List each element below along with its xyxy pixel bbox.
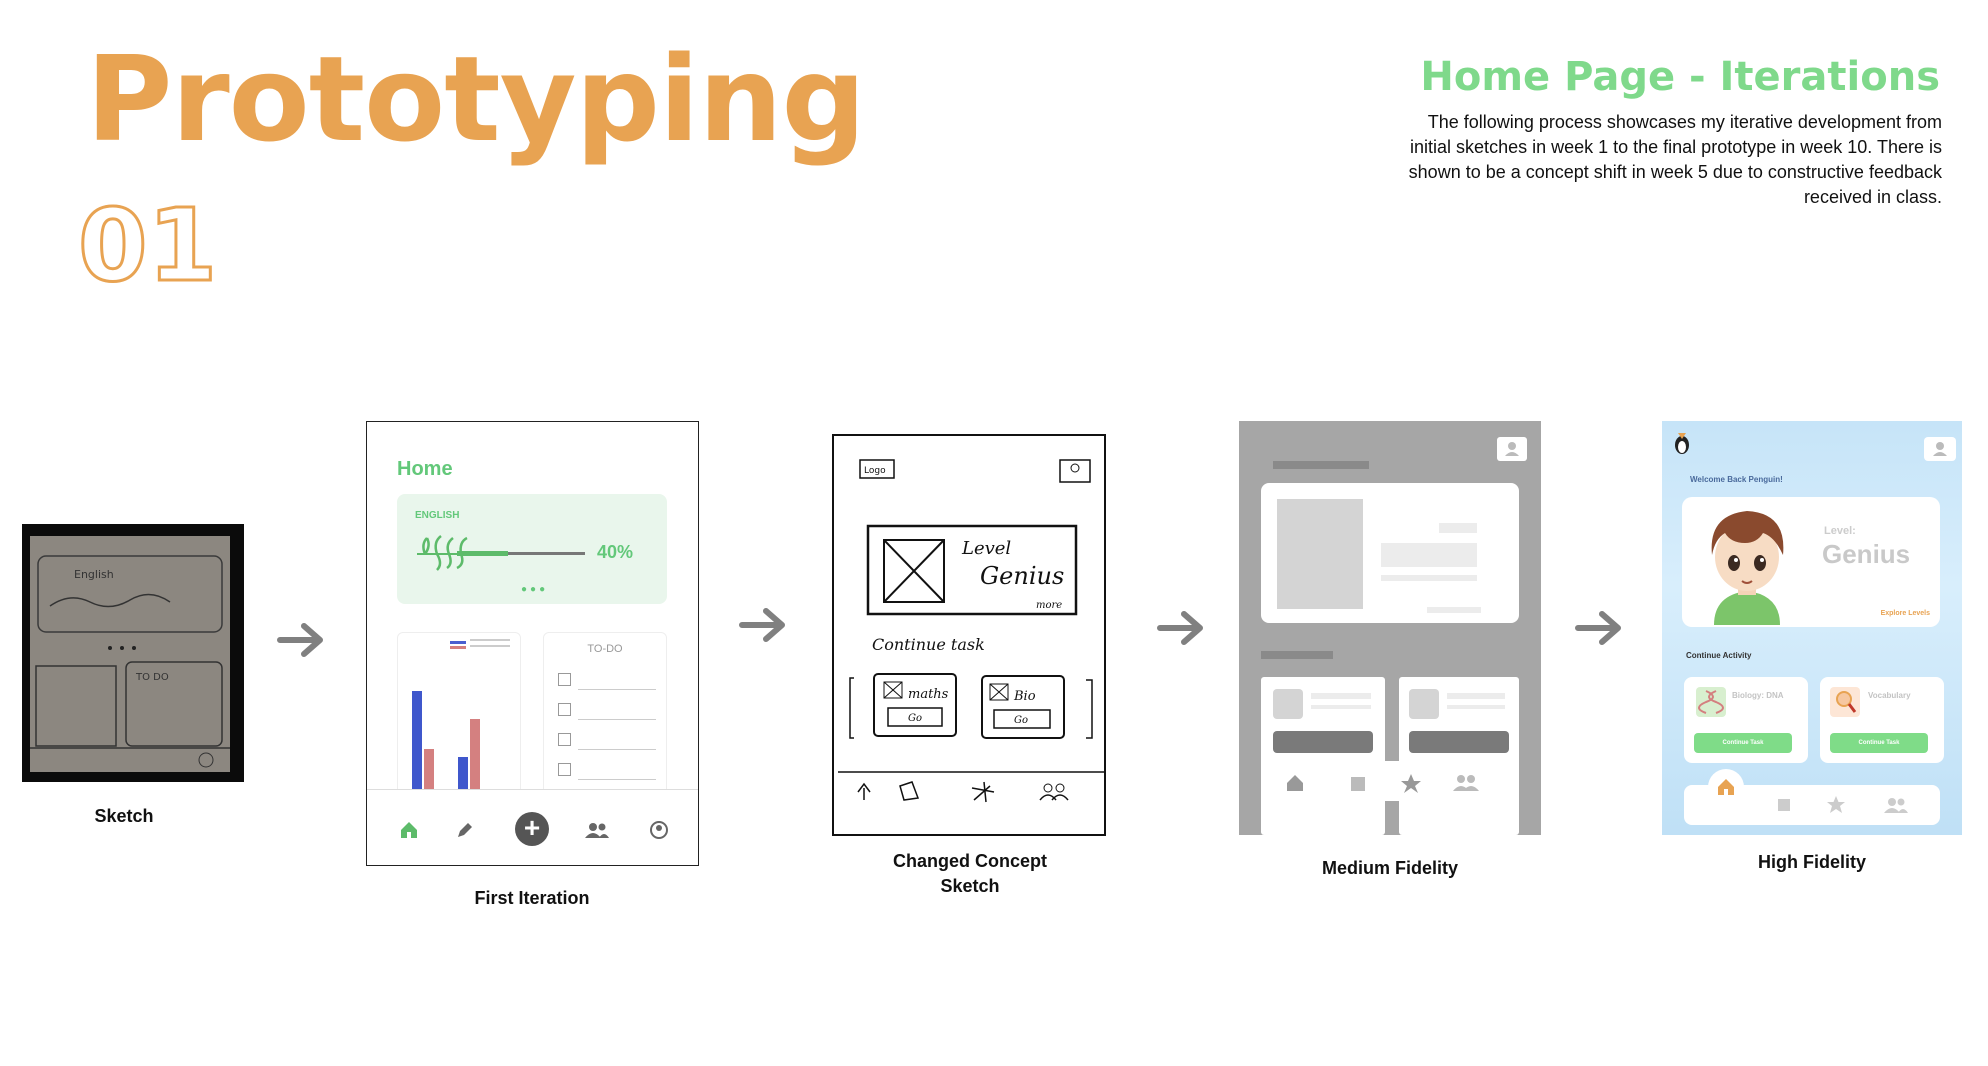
welcome-text: Welcome Back Penguin! [1690, 475, 1783, 484]
continue-task-button[interactable]: Continue Task [1830, 733, 1928, 753]
activity-card [1684, 677, 1808, 763]
avatar-character [1692, 505, 1802, 625]
concept-sketch-mockup [832, 434, 1106, 836]
book-icon[interactable] [1776, 797, 1792, 813]
todo-checkbox[interactable] [558, 673, 571, 686]
activity-title: Vocabulary [1868, 691, 1911, 700]
level-card [1682, 497, 1940, 627]
sketch-go: Go [1014, 715, 1029, 726]
activity-title: Biology: DNA [1732, 691, 1784, 700]
activity-card-placeholder [1399, 677, 1519, 835]
progress-fill [457, 551, 508, 556]
first-iteration-mockup [366, 421, 699, 866]
medium-fidelity-mockup [1239, 421, 1541, 835]
mockup-home-title: Home [397, 458, 453, 480]
sketch-level-value: Genius [980, 562, 1065, 590]
todo-checkbox[interactable] [558, 763, 571, 776]
sketch-go: Go [908, 713, 923, 724]
activity-card [1820, 677, 1944, 763]
profile-icon[interactable] [649, 820, 669, 840]
arrow-right-icon [738, 605, 790, 645]
svg-text:TO DO: TO DO [136, 672, 169, 683]
page-title: Prototyping [86, 30, 865, 168]
home-icon[interactable] [399, 820, 419, 840]
todo-checkbox[interactable] [558, 733, 571, 746]
todo-card [543, 632, 667, 802]
arrow-right-icon [276, 620, 328, 660]
sketch-more: more [1036, 600, 1063, 611]
progress-card [397, 494, 667, 604]
stage-caption-sketch: Sketch [94, 806, 154, 826]
pencil-icon[interactable] [455, 820, 475, 840]
stage-caption-concept-sketch: Changed Concept Sketch [892, 851, 1047, 896]
svg-text:English: English [74, 568, 114, 581]
add-button[interactable]: + [515, 812, 549, 846]
carousel-dots: ●●● [521, 584, 549, 595]
level-value: Genius [1822, 539, 1911, 569]
sketch-continue: Continue task [872, 635, 985, 654]
activity-chart [397, 632, 521, 802]
dna-icon [1696, 687, 1726, 717]
progress-percent: 40% [596, 542, 633, 562]
level-card-placeholder [1261, 483, 1519, 623]
sketch-card-maths: maths [908, 687, 949, 702]
bottom-nav-placeholder [1261, 761, 1519, 801]
stage-caption-first-iteration: First Iteration [474, 888, 590, 908]
arrow-right-icon [1156, 608, 1208, 648]
sketch-logo: Logo [864, 466, 886, 476]
star-icon[interactable] [1826, 795, 1846, 815]
sketch-level-label: Level [962, 538, 1012, 559]
todo-title: TO-DO [587, 643, 623, 655]
high-fidelity-mockup [1662, 421, 1962, 835]
level-label: Level: [1824, 525, 1856, 537]
stage-caption-medium-fidelity: Medium Fidelity [1321, 858, 1458, 878]
todo-checkbox[interactable] [558, 703, 571, 716]
progress-track [457, 552, 585, 555]
sketch-photo [22, 524, 244, 782]
explore-levels-link[interactable]: Explore Levels [1880, 610, 1930, 617]
section-description: The following process showcases my iterative development from initial sketches in week 1 to the final prototype in week 10. There is shown to be a concept shift in week 5 due to constructive feedback received in class. [1408, 112, 1942, 207]
stage-caption-high-fidelity: High Fidelity [1758, 852, 1866, 872]
section-subtitle: Home Page - Iterations [1420, 54, 1940, 100]
subject-label: ENGLISH [415, 510, 460, 521]
activity-card-placeholder [1261, 677, 1385, 835]
continue-task-button[interactable]: Continue Task [1694, 733, 1792, 753]
bottom-nav [1684, 785, 1940, 825]
group-icon[interactable] [585, 822, 609, 838]
section-number: 01 [78, 187, 218, 304]
penguin-logo-icon [1670, 429, 1694, 455]
arrow-right-icon [1574, 608, 1626, 648]
group-icon[interactable] [1884, 797, 1908, 813]
profile-icon[interactable] [1497, 437, 1527, 461]
sketch-card-bio: Bio [1014, 689, 1036, 704]
continue-activity-heading: Continue Activity [1686, 651, 1752, 660]
home-icon[interactable] [1716, 777, 1736, 797]
bottom-nav [367, 789, 698, 865]
magnifier-icon [1830, 687, 1860, 717]
profile-icon[interactable] [1924, 437, 1956, 461]
